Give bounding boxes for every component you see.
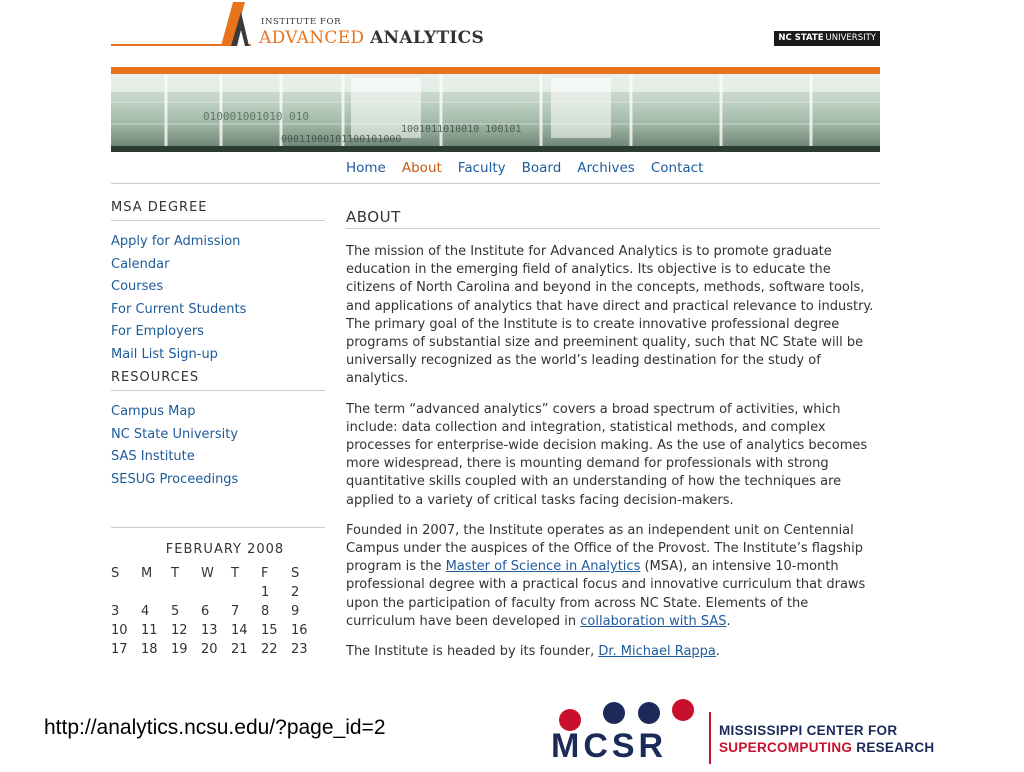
calendar-day: 19 — [171, 642, 188, 657]
calendar-week — [111, 602, 321, 621]
calendar-day: 14 — [231, 623, 248, 638]
calendar-day: 6 — [201, 604, 210, 619]
calendar-day: 16 — [291, 623, 308, 638]
weekday-mon: M — [141, 566, 153, 581]
msa-link[interactable]: Master of Science in Analytics — [445, 559, 641, 575]
sesug-proceedings-link[interactable]: SESUG Proceedings — [111, 471, 239, 487]
mcsr-line2 — [719, 739, 934, 756]
mcsr-letters: MCSR — [551, 727, 668, 765]
founder-text-b: . — [715, 644, 721, 660]
banner-bottom-strip — [111, 146, 880, 152]
header-banner-image — [111, 74, 880, 147]
list-item — [111, 231, 325, 254]
calendar-day: 10 — [111, 623, 128, 638]
calendar-day — [171, 583, 201, 602]
nav-contact[interactable]: Contact — [650, 160, 704, 176]
calendar-week — [111, 640, 321, 659]
orange-header-bar — [111, 67, 880, 74]
resources-heading: RESOURCES — [111, 370, 325, 391]
calendar-day: 21 — [231, 642, 248, 657]
website-screenshot — [111, 0, 880, 680]
logo-institute-for[interactable]: INSTITUTE FOR — [261, 17, 342, 27]
founder-text-a: The Institute is headed by its founder, — [346, 644, 599, 660]
weekday-wed: W — [201, 566, 214, 581]
michael-rappa-link[interactable]: Dr. Michael Rappa — [598, 644, 716, 660]
calendar-weekday-row — [111, 564, 321, 583]
nav-archives[interactable]: Archives — [577, 160, 635, 176]
nav-about[interactable]: About — [401, 160, 442, 176]
current-students-link[interactable]: For Current Students — [111, 301, 247, 317]
list-item — [111, 254, 325, 277]
calendar-day: 15 — [261, 623, 278, 638]
calendar-day — [141, 583, 171, 602]
calendar-day: 11 — [141, 623, 158, 638]
resources-links — [111, 401, 325, 491]
mcsr-research: RESEARCH — [852, 740, 935, 755]
sidebar — [111, 200, 325, 659]
weekday-tue: T — [171, 566, 179, 581]
calendar-day: 23 — [291, 642, 308, 657]
source-url-caption: http://analytics.ncsu.edu/?page_id=2 — [44, 716, 386, 739]
top-nav — [346, 160, 719, 176]
mcsr-supercomputing: SUPERCOMPUTING — [719, 740, 853, 755]
founded-text-b: (MSA), an intensive 10-month professional degree with a practical focus and innovative curriculum that draws upon the participation of faculty from across NC State. Elements of the curriculum have been developed in — [346, 559, 866, 629]
logo-analytics: ANALYTICS — [370, 28, 485, 48]
nc-state-university-link[interactable] — [774, 31, 880, 46]
msa-degree-heading: MSA DEGREE — [111, 200, 325, 221]
calendar-day — [231, 583, 261, 602]
calendar-divider — [111, 527, 325, 528]
calendar-day: 18 — [141, 642, 158, 657]
main-content — [346, 208, 880, 673]
list-item — [111, 344, 325, 367]
founder-paragraph — [346, 643, 880, 661]
founded-paragraph — [346, 522, 880, 631]
founded-text-a: Founded in 2007, the Institute operates as an independent unit on Centennial Campus under the auspices of the Office of the Provost. The Institute’s flagship program is the — [346, 522, 864, 575]
courses-link[interactable]: Courses — [111, 279, 164, 294]
advanced-analytics-paragraph: The term “advanced analytics” covers a broad spectrum of activities, which include: data collection and integration, statistical methods, and complex processes for enterprise-wide decision making. As the use of analytics becomes more widespread, there is mounting demand for professionals with strong quantitative skills coupled with an understanding of how the techniques are applied to a variety of critical tasks facing decision-makers. — [346, 401, 868, 508]
employers-link[interactable]: For Employers — [111, 324, 204, 339]
calendar-day: 12 — [171, 623, 188, 638]
weekday-fri: F — [261, 566, 269, 581]
calendar-day: 7 — [231, 604, 240, 619]
mcsr-logo — [549, 698, 969, 768]
nav-board[interactable]: Board — [521, 160, 562, 176]
calendar-day: 17 — [111, 642, 128, 657]
university-text: UNIVERSITY — [825, 33, 876, 43]
mcsr-line1: MISSISSIPPI CENTER FOR — [719, 723, 898, 738]
founded-text-c: . — [726, 613, 731, 629]
list-item — [111, 401, 325, 424]
calendar-link[interactable]: Calendar — [111, 256, 170, 272]
nc-state-bold: NC STATE — [778, 33, 824, 43]
calendar-day: 2 — [291, 585, 300, 600]
mail-list-signup-link[interactable]: Mail List Sign-up — [111, 346, 218, 362]
banner-graphic — [111, 74, 880, 147]
calendar-day: 8 — [261, 604, 270, 619]
apply-for-admission-link[interactable]: Apply for Admission — [111, 234, 241, 249]
nav-home[interactable]: Home — [346, 160, 386, 176]
list-item — [111, 276, 325, 299]
calendar-day: 9 — [291, 604, 300, 619]
svg-text:00011000101100101000: 00011000101100101000 — [281, 134, 402, 145]
calendar-day — [201, 583, 231, 602]
calendar-week — [111, 621, 321, 640]
calendar-day — [111, 583, 141, 602]
logo-advanced: ADVANCED — [259, 28, 365, 48]
msa-links — [111, 231, 325, 366]
list-item — [111, 424, 325, 447]
list-item — [111, 469, 325, 492]
svg-text:1001011010010 100101: 1001011010010 100101 — [401, 124, 522, 135]
page-title: ABOUT — [346, 208, 880, 229]
calendar-day: 13 — [201, 623, 218, 638]
calendar-day: 20 — [201, 642, 218, 657]
nav-faculty[interactable]: Faculty — [457, 160, 506, 176]
calendar-widget — [111, 542, 325, 659]
mission-paragraph: The mission of the Institute for Advanced Analytics is to promote graduate education in the emerging field of analytics. Its objective is to educate the citizens of North Carolina and beyond in the concepts, methods, software tools, and applications of analytics that have direct and practical relevance to industry. The primary goal of the Institute is to create innovative professional degree programs of substantial size and preeminent quality, such that NC State will be universally recognized as the world’s leading destination for the study of analytics. — [346, 244, 874, 387]
mcsr-wordmark — [719, 722, 934, 756]
nc-state-link[interactable]: NC State University — [111, 426, 239, 442]
calendar-day: 5 — [171, 604, 180, 619]
calendar-week — [111, 583, 321, 602]
calendar-day: 1 — [261, 585, 270, 600]
list-item — [111, 299, 325, 322]
calendar-caption: FEBRUARY 2008 — [165, 542, 285, 557]
banner-code-text: 010001001010 010 — [203, 110, 309, 123]
weekday-sat: S — [291, 566, 300, 581]
sas-institute-link[interactable]: SAS Institute — [111, 449, 195, 464]
logo-title[interactable] — [259, 28, 484, 48]
calendar-day: 3 — [111, 604, 120, 619]
campus-map-link[interactable]: Campus Map — [111, 404, 196, 419]
list-item — [111, 446, 325, 469]
mcsr-logo-mark-icon — [549, 698, 714, 768]
weekday-sun: S — [111, 566, 120, 581]
list-item — [111, 321, 325, 344]
weekday-thu: T — [231, 566, 239, 581]
calendar-day: 22 — [261, 642, 278, 657]
nav-divider — [111, 183, 880, 184]
calendar-grid — [111, 564, 321, 659]
calendar-day: 4 — [141, 604, 150, 619]
collaboration-sas-link[interactable]: collaboration with SAS — [580, 613, 727, 629]
